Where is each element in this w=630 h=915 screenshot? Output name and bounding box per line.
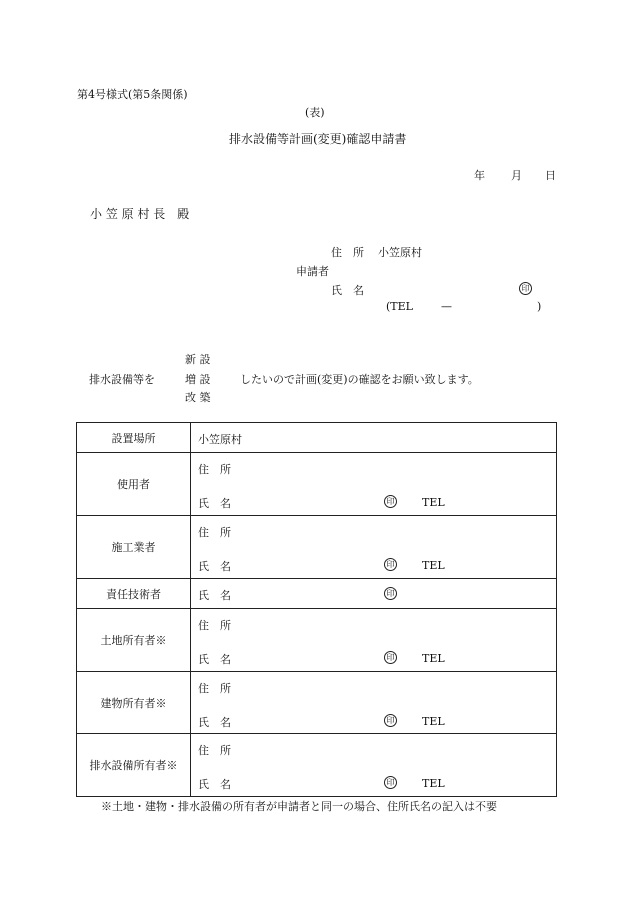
form-number: 第4号様式(第5条関係) [77, 88, 188, 101]
seal-icon: 印 [384, 495, 397, 508]
row-label-user: 使用者 [77, 453, 191, 516]
location-cell [191, 423, 557, 453]
applicant-tel-open: (TEL [386, 300, 413, 313]
table-row [77, 453, 557, 516]
option-new: 新 設 [185, 353, 211, 366]
name-label: 氏 名 [198, 778, 231, 791]
table-row [77, 579, 557, 609]
tel-label: TEL [422, 777, 445, 790]
tel-label: TEL [422, 715, 445, 728]
facility-table [76, 422, 557, 797]
table-row [77, 672, 557, 734]
name-label: 氏 名 [198, 497, 231, 510]
seal-icon: 印 [384, 558, 397, 571]
address-label: 住 所 [198, 463, 231, 476]
name-label: 氏 名 [198, 560, 231, 573]
document-title: 排水設備等計画(変更)確認申請書 [229, 132, 407, 146]
applicant-address-value: 小笠原村 [378, 246, 422, 259]
table-row [77, 423, 557, 453]
location-value: 小笠原村 [198, 433, 242, 446]
seal-icon: 印 [519, 282, 532, 295]
address-label: 住 所 [198, 682, 231, 695]
address-label: 住 所 [198, 744, 231, 757]
building-owner-cell [191, 672, 557, 734]
user-cell [191, 453, 557, 516]
applicant-tel-close: ) [537, 300, 542, 313]
option-rebuild: 改 築 [185, 391, 211, 404]
date-year: 年 [474, 169, 485, 182]
applicant-name-label: 氏 名 [331, 284, 364, 297]
row-label-land-owner: 土地所有者※ [77, 609, 191, 672]
address-label: 住 所 [198, 619, 231, 632]
name-label: 氏 名 [198, 653, 231, 666]
row-label-engineer: 責任技術者 [77, 579, 191, 609]
table-row [77, 516, 557, 579]
row-label-drainage-owner: 排水設備所有者※ [77, 734, 191, 797]
seal-icon: 印 [384, 714, 397, 727]
date-month: 月 [511, 169, 522, 182]
seal-icon: 印 [384, 776, 397, 789]
location-label: 設置場所 [77, 423, 191, 453]
drainage-owner-cell [191, 734, 557, 797]
applicant-address-label: 住 所 [331, 246, 364, 259]
option-extend: 増 設 [185, 373, 211, 386]
contractor-cell [191, 516, 557, 579]
applicant-role-label: 申請者 [296, 265, 329, 278]
table-row [77, 609, 557, 672]
footnote: ※土地・建物・排水設備の所有者が申請者と同一の場合、住所氏名の記入は不要 [101, 800, 497, 813]
tel-label: TEL [422, 652, 445, 665]
request-subject: 排水設備等を [89, 373, 155, 386]
land-owner-cell [191, 609, 557, 672]
addressee: 小 笠 原 村 長 殿 [90, 207, 190, 221]
side-indicator: (表) [305, 106, 325, 119]
engineer-cell [191, 579, 557, 609]
name-label: 氏 名 [198, 716, 231, 729]
row-label-building-owner: 建物所有者※ [77, 672, 191, 734]
applicant-tel-dash: — [441, 300, 452, 313]
seal-icon: 印 [384, 587, 397, 600]
seal-icon: 印 [384, 651, 397, 664]
tel-label: TEL [422, 559, 445, 572]
table-row [77, 734, 557, 797]
name-label: 氏 名 [198, 589, 231, 602]
date-day: 日 [545, 169, 556, 182]
address-label: 住 所 [198, 526, 231, 539]
request-statement: したいので計画(変更)の確認をお願い致します。 [240, 373, 479, 386]
tel-label: TEL [422, 496, 445, 509]
row-label-contractor: 施工業者 [77, 516, 191, 579]
